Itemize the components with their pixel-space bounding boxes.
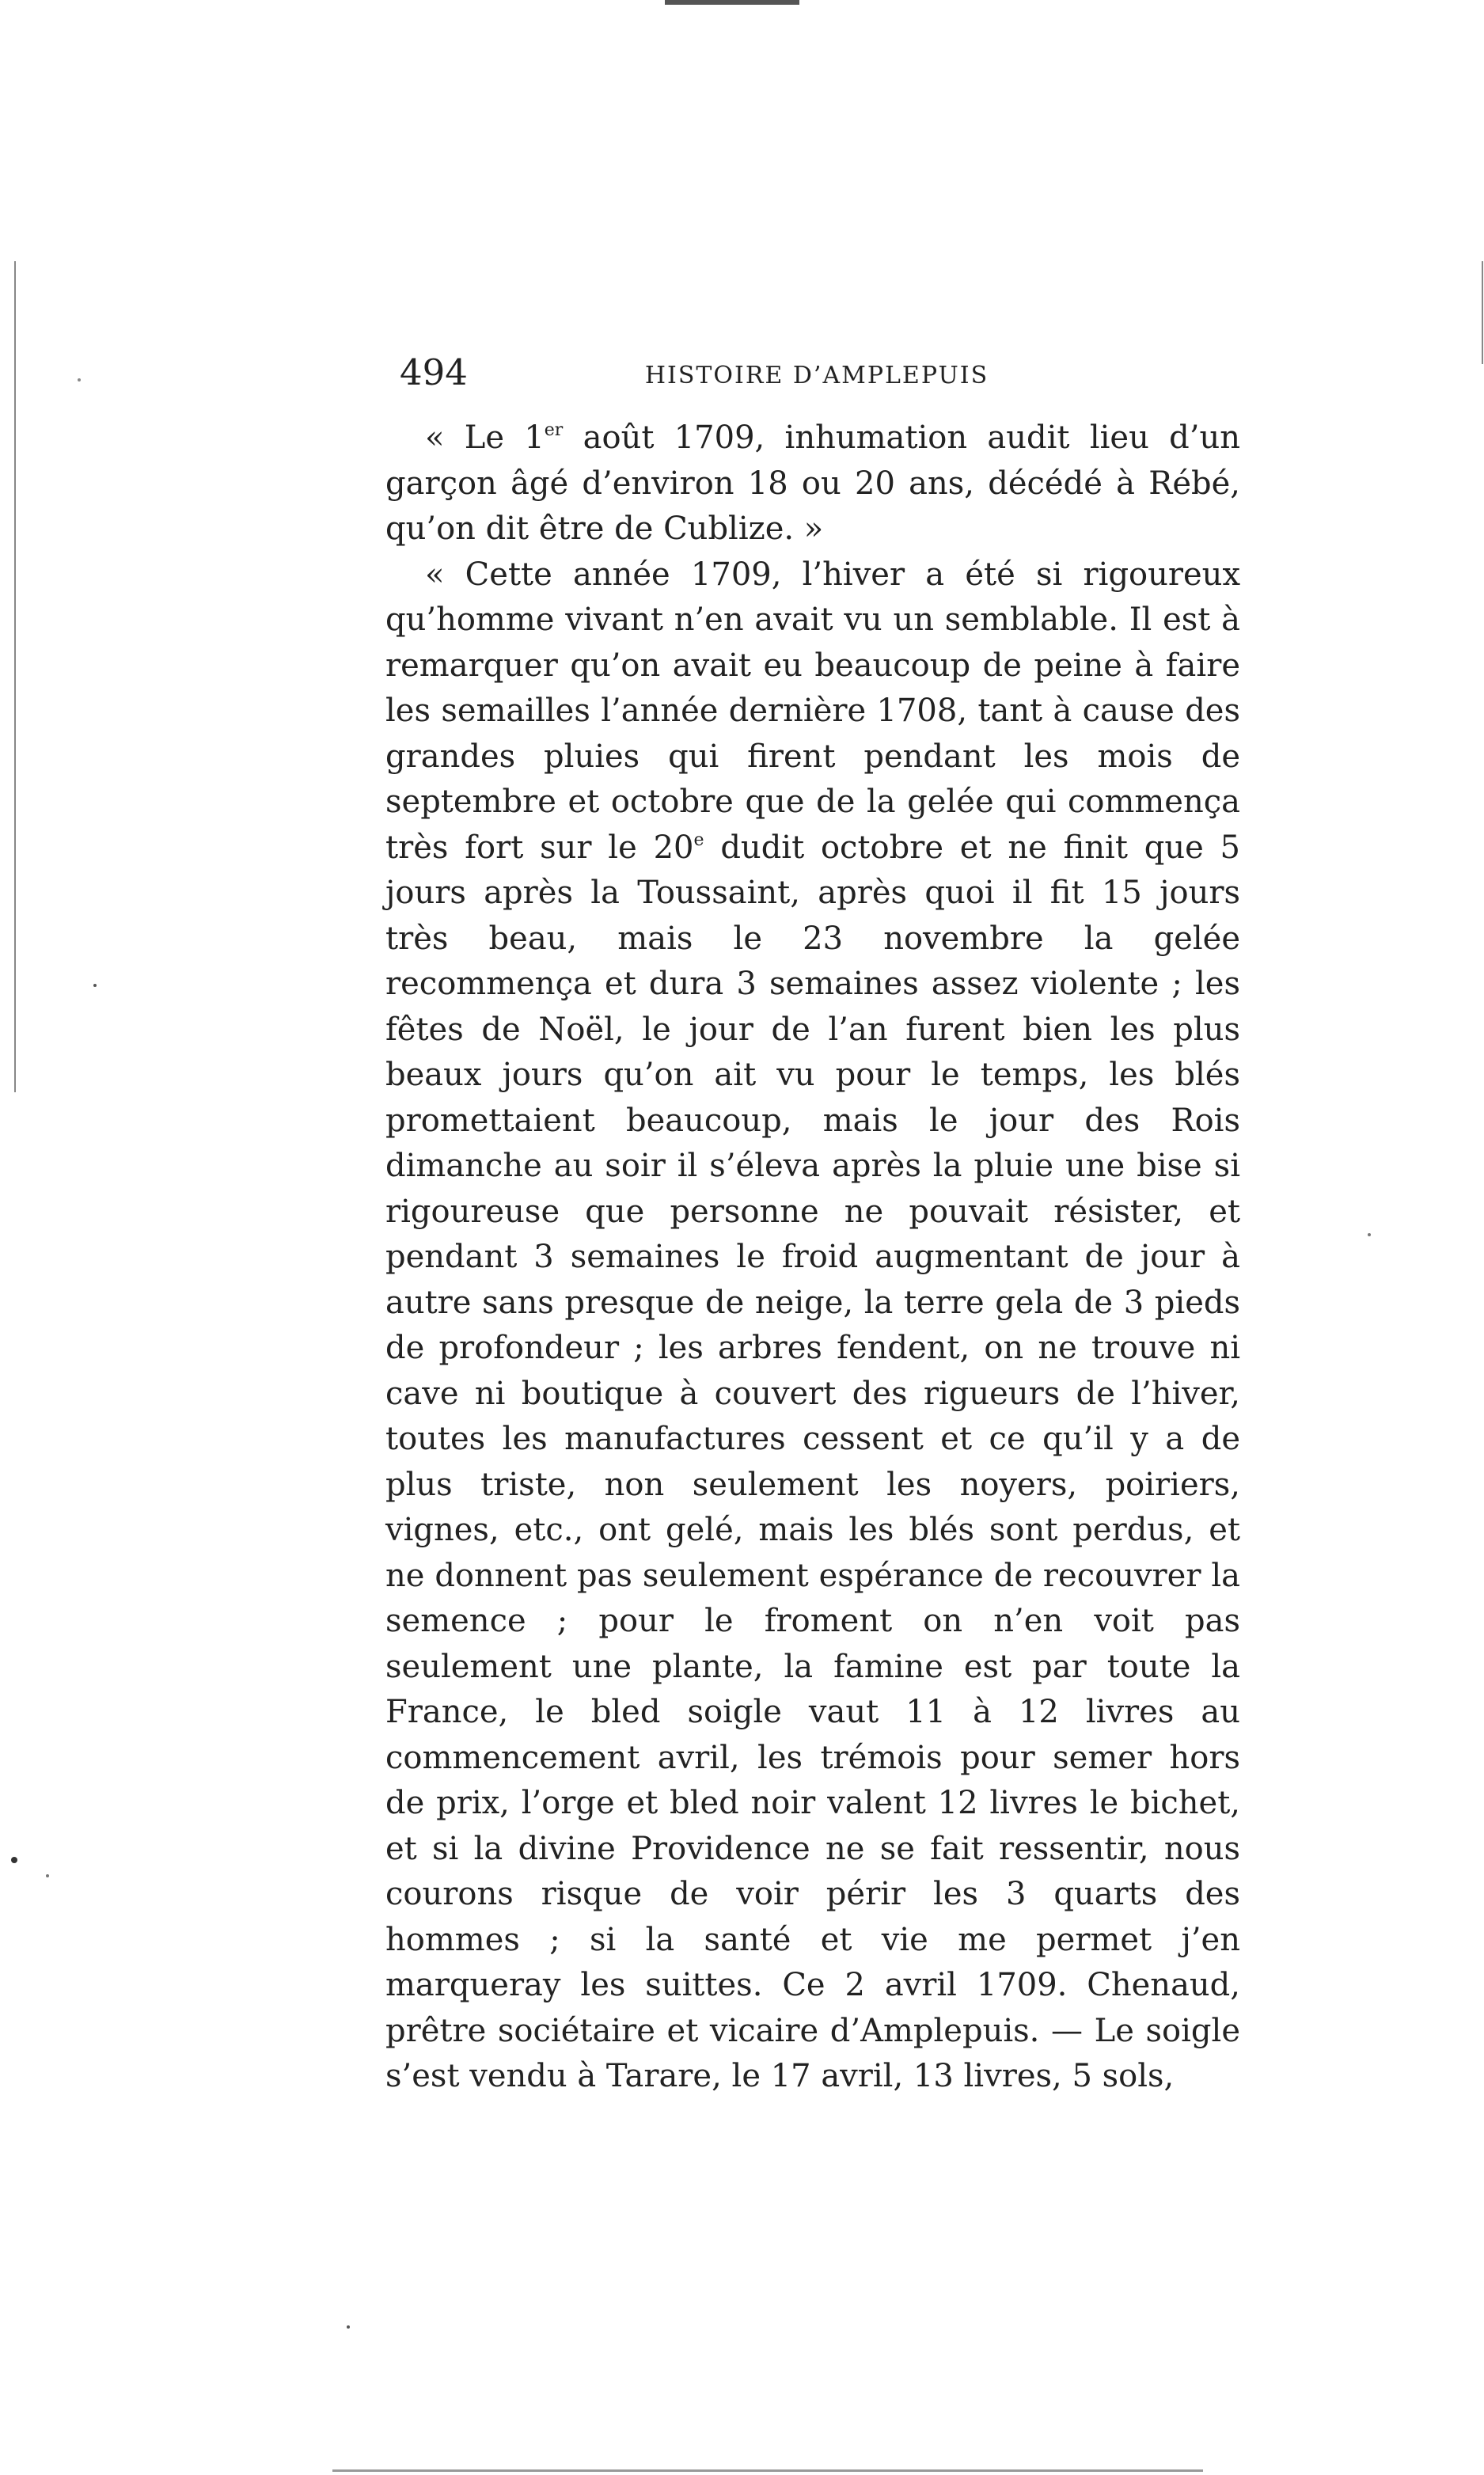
speck <box>347 2325 350 2329</box>
body-text <box>385 416 1240 2100</box>
paragraph-text: dudit octobre et ne finit que 5 jours après la Toussaint, après quoi il fit 15 jours très beau, mais le 23 novembre la gelée recommença et dura 3 semaines assez violente ; les fêtes de Noël, le jour de l’an furent bien les plus beaux jours qu’on ait vu pour le temps, les blés promettaient beaucoup, mais le jour des Rois dimanche au soir il s’éleva après la pluie une bise si rigoureuse que personne ne pouvait résister, et pendant 3 semaines le froid augmentant de jour à autre sans presque de neige, la terre gela de 3 pieds de profondeur ; les arbres fendent, on ne trouve ni cave ni boutique à couvert des rigueurs de l’hiver, toutes les manufactures cessent et ce qu’il y a de plus triste, non seulement les noyers, poiriers, vignes, etc., ont gelé, mais les blés sont perdus, et ne donnent pas seulement espérance de recouvrer la semence ; pour le froment on n’en voit pas seulement une plante, la famine est par toute la France, le bled soigle vaut 11 à 12 livres au commencement avril, les trémois pour semer hors de prix, l’orge et bled noir valent 12 livres le bichet, et si la divine Providence ne se fait ressentir, nous courons risque de voir périr les 3 quarts des hommes ; si la santé et vie me permet j’en marqueray les suittes. Ce 2 avril 1709. Chenaud, prêtre sociétaire et vicaire d’Amplepuis. — Le soigle s’est vendu à Tarare, le 17 avril, 13 livres, 5 sols, <box>385 829 1241 2094</box>
running-title: HISTOIRE D’AMPLEPUIS <box>644 362 989 389</box>
paragraph-burial-record <box>385 416 1240 552</box>
page-number: 494 <box>400 351 468 393</box>
speck <box>78 378 81 381</box>
scan-margin-line-right <box>1482 261 1483 364</box>
paragraph-text: « Le 1 <box>425 419 545 456</box>
paragraph-text: « Cette année 1709, l’hiver a été si rigoureux qu’homme vivant n’en avait vu un semblable. Il est à remarquer qu’on avait eu beaucoup de peine à faire les semailles l’année dernière 1708, tant à cause des grandes pluies qui firent pendant les mois de septembre et octobre que de la gelée qui commença très fort sur le 20 <box>385 556 1240 866</box>
speck <box>1368 1233 1371 1236</box>
scan-margin-line-left <box>14 261 16 1092</box>
bottom-edge-noise <box>332 2469 1203 2472</box>
superscript: e <box>693 829 704 850</box>
paragraph-text: août 1709, inhumation audit lieu d’un garçon âgé d’environ 18 ou 20 ans, décédé à Rébé, qu’on dit être de Cublize. » <box>385 419 1240 547</box>
page-header <box>385 350 1248 396</box>
superscript: er <box>544 420 564 440</box>
speck <box>93 984 97 987</box>
paragraph-winter-1709 <box>385 552 1240 2100</box>
speck <box>11 1857 17 1863</box>
top-edge-noise <box>665 0 799 5</box>
speck <box>46 1874 49 1877</box>
